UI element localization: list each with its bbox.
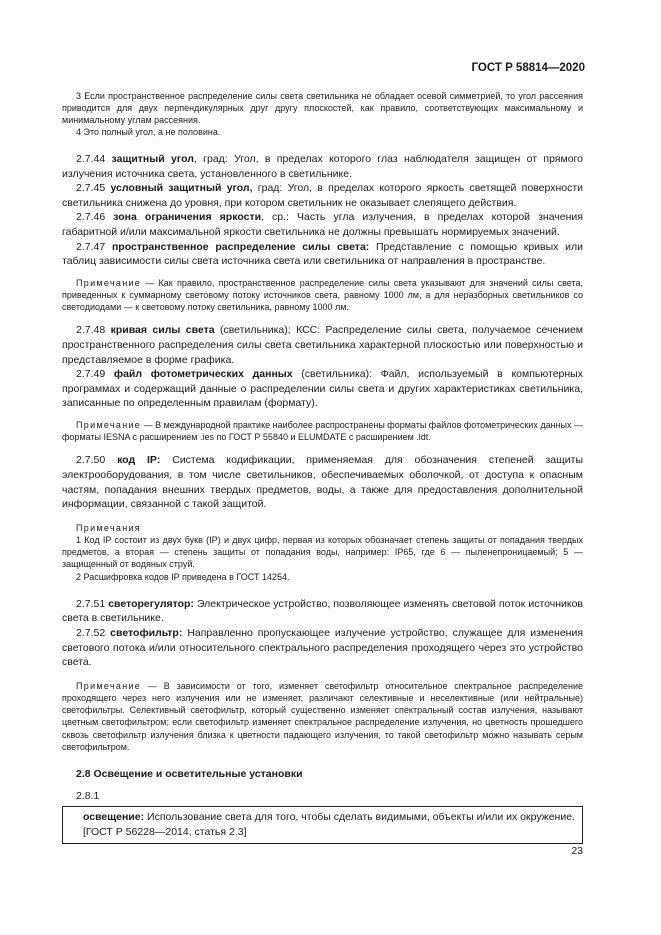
term-number: 2.7.50 [76, 454, 106, 467]
term-definition: , град: Угол, в пределах которого глаз наблюдателя защищен от прямого излучения источника света, установленного в светильнике. [62, 153, 583, 180]
note-2-7-47 [62, 277, 583, 314]
term-2-7-46 [62, 210, 583, 239]
term-name: условный защитный угол, [110, 182, 253, 195]
term-number: 2.7.48 [76, 324, 106, 337]
standard-id-header: ГОСТ Р 58814—2020 [471, 62, 585, 74]
note-2-7-50-2: 2 Расшифровка кодов IP приведена в ГОСТ 14254. [76, 571, 290, 582]
term-name: светорегулятор: [108, 597, 194, 610]
note-4: 4 Это полный угол, а не половина. [76, 127, 221, 137]
term-name: код IP: [117, 454, 161, 467]
note-text: — В международной практике наиболее распространены форматы файлов фотометрических данных — форматы IESNA с расширением .ies по ГОСТ Р 55840 и ELUMDATE с расширением .ldt. [62, 419, 583, 443]
term-name: освещение: [83, 810, 145, 823]
cited-definition-box [62, 806, 583, 844]
cited-definition [69, 810, 576, 825]
term-2-7-50 [62, 453, 583, 511]
note-text: — В зависимости от того, изменяет светофильтр относительное спектральное распределение проходящего через него излучения или не изменяет, различают селективные и неселективные (или нейтральные) светофильтры. Селективный светофильтр, который существенно изменяет спектральный состав излучения, называют цветным светофильтром; если светофильтр изменяет спектральное распределение излучения, но цветность прошедшего сквозь светофильтр излучения близка к цветности падающего излучения, то такой светофильтр можно называть серым светофильтром. [62, 680, 583, 752]
term-2-7-51 [62, 597, 583, 626]
page-number: 23 [571, 845, 583, 857]
clause-number: 2.8.1 [76, 789, 100, 802]
cited-reference: [ГОСТ Р 56228—2014, статья 2.3] [83, 825, 247, 838]
note-3: 3 Если пространственное распределение силы света светильника не обладает осевой симметрией, то угол рассеяния приводится для двух перпендикулярных друг другу плоскостей, как правило, соответствующих максимальному и минимальному углам рассеяния. [62, 91, 583, 125]
note-2-7-50-1: 1 Код IP состоит из двух букв (IP) и двух цифр, первая из которых обозначает степень защиты от попадания твердых предметов, а вторая — степень защиты от попадания воды, например: IP65, где 6 — пыленепроницаемый; 5 — защищенный от водяных струй. [62, 534, 583, 570]
term-definition: Использование света для того, чтобы сделать видимыми, объекты и/или их окружение. [144, 810, 575, 823]
term-number: 2.7.49 [76, 368, 106, 381]
term-name: кривая силы света [110, 324, 215, 337]
term-definition: Направленно пропускающее излучение устройство, служащее для изменения светового потока и/или относительного спектрального распределения проходящего через это устройство света. [62, 626, 584, 669]
term-number: 2.7.52 [76, 626, 106, 639]
term-definition: , ср.: Часть угла излучения, в пределах которой значения габаритной и/или максимальной яркости светильника не должны превышать нормируемых значений. [62, 211, 583, 238]
term-definition: Представление с помощью кривых или таблиц зависимости силы света источника света или светильника от направления в пространстве. [62, 240, 583, 268]
section-heading: 2.8 Освещение и осветительные установки [76, 767, 303, 780]
term-definition: Система кодификации, применяемая для обозначения степеней защиты электрооборудования, в том числе светильников, обеспечиваемых оболочкой, от доступа к опасным частям, попадания внешних твердых предметов, воды, а также для предоставления дополнительной информации, связанной с такой защитой. [62, 454, 583, 511]
term-2-7-52 [62, 626, 583, 670]
term-name: защитный угол [111, 153, 194, 165]
term-name: файл фотометрических данных [113, 368, 293, 381]
note-2-7-49 [62, 419, 583, 443]
term-definition: Электрическое устройство, позволяющее изменять световой поток источников света в светильнике. [62, 597, 584, 625]
term-definition: (светильника); КСС: Распределение силы света, получаемое сечением пространственного распределения силы света светильника характерной плоскостью или поверхностью и представляемое в форме графика. [62, 324, 584, 366]
term-2-7-49 [62, 367, 583, 411]
term-2-7-45 [62, 181, 583, 210]
top-notes [62, 90, 583, 138]
note-label: Примечание [76, 419, 142, 430]
term-definition: град: Угол, в пределах которого яркость светящей поверхности светильника снижена до уровня, при котором светильник не оказывает слепящего действия. [62, 182, 584, 209]
term-name: пространственное распределение силы света: [111, 240, 370, 253]
term-2-7-44 [62, 152, 583, 181]
term-2-7-47 [62, 240, 583, 269]
term-number: 2.7.45 [76, 182, 106, 195]
term-number: 2.7.44 [76, 153, 106, 165]
term-definition: (светильника): Файл, используемый в компьютерных программах и содержащий данные о распределении силы света и других характеристиках светильника, записанные по определенным правилам (формату). [62, 368, 583, 410]
term-2-7-48 [62, 323, 583, 367]
term-number: 2.7.46 [76, 211, 106, 224]
note-text: — Как правило, пространственное распределение силы света указывают для значений силы света, приведенных к суммарному световому потоку источников света, равному 1000 лм, а для неразборных светильников со светодиодами — к световому потоку светильника, равному 1000 лм. [62, 277, 583, 313]
term-number: 2.7.47 [76, 240, 106, 253]
notes-2-7-50-label: Примечания [76, 522, 141, 533]
note-label: Примечание [76, 277, 142, 288]
term-name: светофильтр: [110, 626, 183, 639]
term-number: 2.7.51 [76, 597, 106, 610]
note-2-7-52 [62, 680, 583, 753]
page-content [62, 90, 583, 844]
note-label: Примечание [76, 680, 142, 691]
term-name: зона ограничения яркости [113, 211, 262, 224]
